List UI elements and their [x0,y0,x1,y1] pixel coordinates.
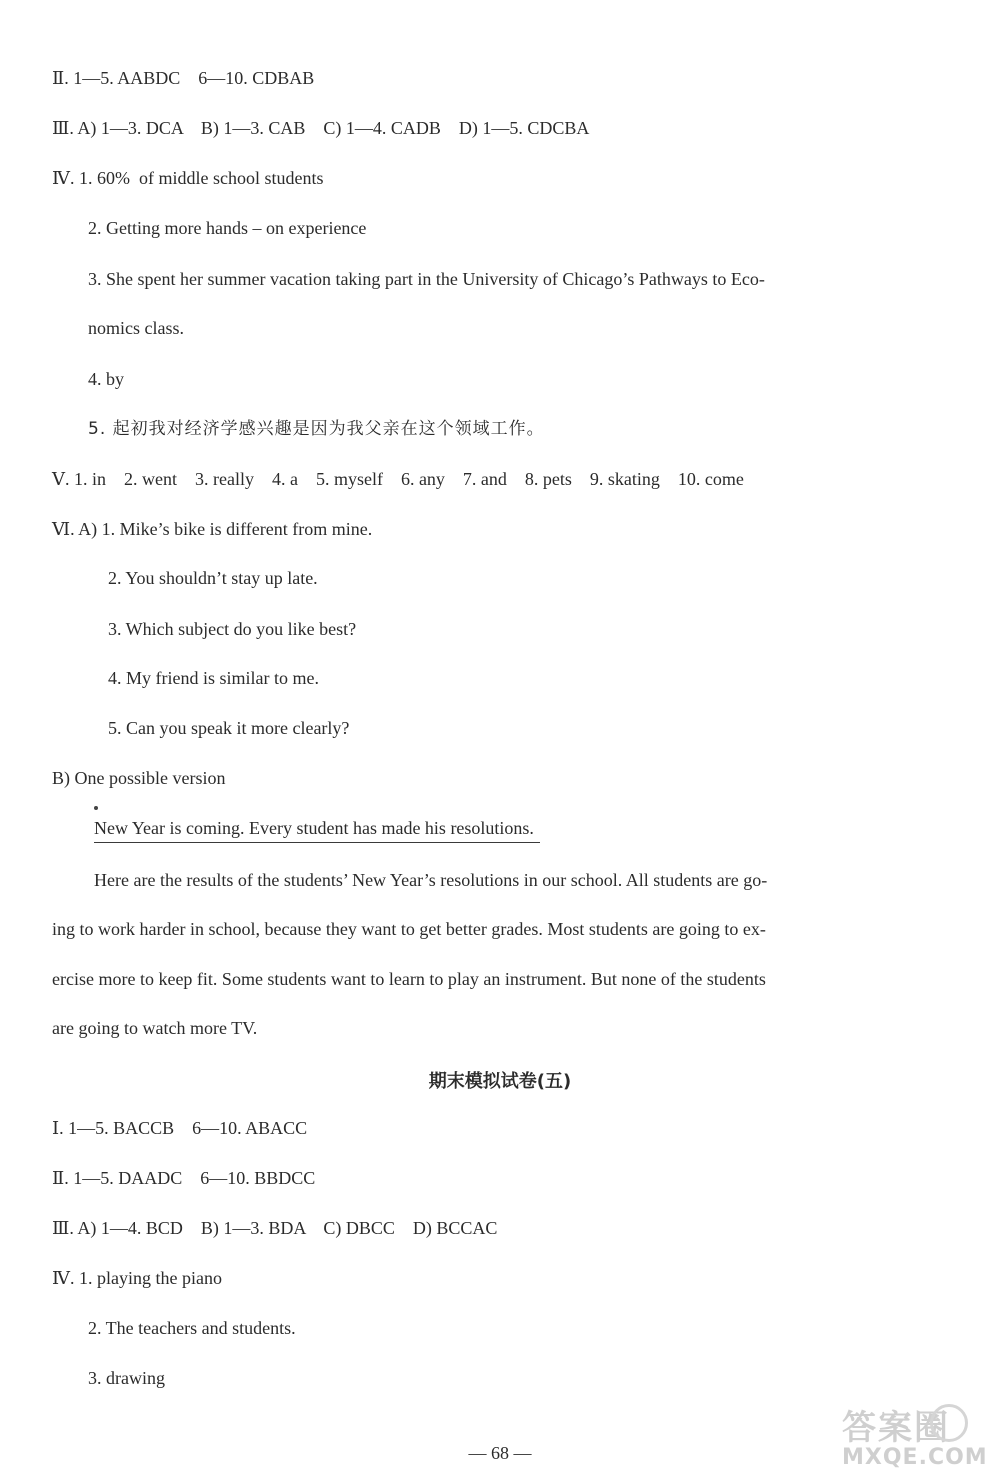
watermark-bottom-text: MXQE.COM [842,1445,988,1470]
answer-line: Ⅰ. 1—5. BACCB 6—10. ABACC [52,1118,308,1138]
answer-line: nomics class. [88,318,184,338]
answer-line: 3. Which subject do you like best? [108,619,357,639]
essay-title: New Year is coming. Every student has made his resolutions. [94,816,540,843]
answer-line: 3. She spent her summer vacation taking part in the University of Chicago’s Pathways to Eco- [88,269,765,289]
page-number: — 68 — [468,1443,532,1463]
answer-line: B) One possible version [52,768,226,788]
answer-line: Ⅳ. 1. playing the piano [52,1268,222,1288]
bullet-dot-icon [94,806,98,810]
essay-line: Here are the results of the students’ New Year’s resolutions in our school. All students are go- [94,870,768,890]
answer-line: Ⅲ. A) 1—4. BCD B) 1—3. BDA C) DBCC D) BCCAC [52,1218,498,1238]
answer-line: Ⅱ. 1—5. AABDC 6—10. CDBAB [52,68,315,88]
answer-line: 3. drawing [88,1368,165,1388]
watermark-circle-icon [930,1404,968,1442]
answer-line-chinese: 5. 起初我对经济学感兴趣是因为我父亲在这个领域工作。 [88,419,545,439]
watermark-top-text: 答案圈 [842,1408,950,1448]
answer-line: Ⅱ. 1—5. DAADC 6—10. BBDCC [52,1168,316,1188]
answer-line: Ⅴ. 1. in 2. went 3. really 4. a 5. myself 6. any 7. and 8. pets 9. skating 10. come [52,469,744,489]
answer-line: 2. The teachers and students. [88,1318,296,1338]
section-title: 期末模拟试卷(五) [428,1071,572,1092]
answer-line: Ⅵ. A) 1. Mike’s bike is different from mine. [52,519,373,539]
essay-line: are going to watch more TV. [52,1018,258,1038]
watermark-logo [842,1400,988,1470]
essay-line: ercise more to keep fit. Some students want to learn to play an instrument. But none of the students [52,969,766,989]
answer-line: 4. by [88,369,124,389]
essay-line: ing to work harder in school, because they want to get better grades. Most students are going to ex- [52,919,766,939]
answer-line: Ⅳ. 1. 60% of middle school students [52,168,324,188]
answer-line: Ⅲ. A) 1—3. DCA B) 1—3. CAB C) 1—4. CADB D) 1—5. CDCBA [52,118,590,138]
answer-line: 2. You shouldn’t stay up late. [108,568,318,588]
answer-line: 5. Can you speak it more clearly? [108,718,350,738]
answer-line: 4. My friend is similar to me. [108,668,319,688]
answer-line: 2. Getting more hands – on experience [88,218,367,238]
